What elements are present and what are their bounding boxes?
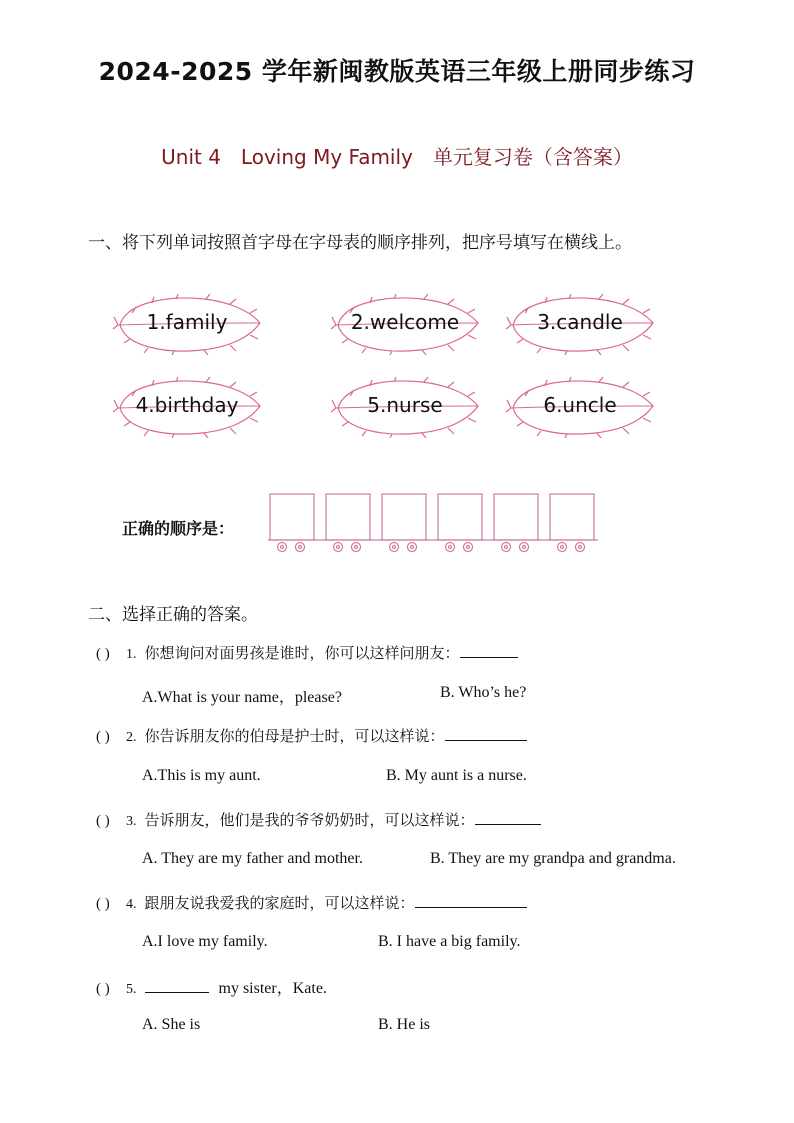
answer-box[interactable]	[270, 494, 314, 552]
question-number: 5.	[126, 982, 137, 997]
option-b[interactable]: B. My aunt is a nurse.	[386, 767, 527, 784]
answer-train	[268, 490, 598, 556]
word-label: 5.nurse	[367, 393, 443, 417]
unit-number: Unit 4	[161, 145, 221, 169]
word-label: 3.candle	[537, 310, 623, 334]
answer-box[interactable]	[438, 494, 482, 552]
option-b[interactable]: B. They are my grandpa and grandma.	[430, 850, 676, 867]
answer-blank[interactable]	[475, 810, 541, 825]
question-text: 告诉朋友，他们是我的爷爷奶奶时，可以这样说：	[144, 811, 475, 829]
answer-blank[interactable]	[460, 643, 518, 658]
order-label: 正确的顺序是：	[122, 519, 235, 538]
question-text: 跟朋友说我爱我的家庭时，可以这样说：	[144, 894, 415, 912]
option-a[interactable]: A.I love my family.	[142, 933, 268, 950]
paper-name: 单元复习卷（含答案）	[432, 145, 633, 169]
answer-paren[interactable]: ( )	[96, 981, 110, 997]
answer-box[interactable]	[550, 494, 594, 552]
question-5	[96, 975, 327, 998]
word-label: 1.family	[146, 310, 228, 334]
answer-blank[interactable]	[415, 893, 527, 908]
option-b[interactable]: B. I have a big family.	[378, 933, 521, 950]
option-a[interactable]: A.This is my aunt.	[142, 767, 261, 784]
question-4	[96, 892, 527, 913]
answer-paren[interactable]: ( )	[96, 813, 110, 829]
word-leaf	[505, 293, 655, 355]
answer-box[interactable]	[326, 494, 370, 552]
word-label: 2.welcome	[350, 310, 460, 334]
question-1	[96, 642, 518, 663]
question-number: 4.	[126, 897, 137, 912]
question-number: 3.	[126, 814, 137, 829]
word-leaf	[505, 376, 655, 438]
option-a[interactable]: A. She is	[142, 1016, 201, 1033]
answer-blank[interactable]	[445, 726, 527, 741]
answer-paren[interactable]: ( )	[96, 896, 110, 912]
answer-paren[interactable]: ( )	[96, 646, 110, 662]
answer-paren[interactable]: ( )	[96, 729, 110, 745]
unit-name: Loving My Family	[240, 145, 413, 169]
unit-subtitle	[0, 141, 794, 170]
answer-box[interactable]	[382, 494, 426, 552]
option-a[interactable]: A. They are my father and mother.	[142, 850, 363, 867]
section1-heading: 一、将下列单词按照首字母在字母表的顺序排列，把序号填写在横线上。	[88, 233, 632, 253]
word-leaf	[330, 293, 480, 355]
option-b[interactable]: B. He is	[378, 1016, 430, 1033]
question-number: 2.	[126, 730, 137, 745]
word-leaf	[330, 376, 480, 438]
page-title: 2024-2025 学年新闽教版英语三年级上册同步练习	[98, 57, 696, 86]
question-text: 你告诉朋友你的伯母是护士时，可以这样说：	[144, 727, 445, 745]
section2-heading: 二、选择正确的答案。	[88, 605, 258, 625]
answer-blank[interactable]	[145, 978, 209, 993]
question-text: my sister，Kate.	[218, 980, 327, 997]
question-text: 你想询问对面男孩是谁时，你可以这样问朋友：	[144, 644, 460, 662]
question-3	[96, 809, 541, 830]
word-leaf	[112, 376, 262, 438]
answer-box[interactable]	[494, 494, 538, 552]
option-b[interactable]: B. Who’s he?	[440, 684, 527, 701]
word-label: 6.uncle	[543, 393, 617, 417]
option-a[interactable]: A.What is your name，please?	[142, 689, 342, 706]
question-number: 1.	[126, 647, 137, 662]
word-label: 4.birthday	[135, 393, 239, 417]
word-leaf	[112, 293, 262, 355]
question-2	[96, 725, 527, 746]
